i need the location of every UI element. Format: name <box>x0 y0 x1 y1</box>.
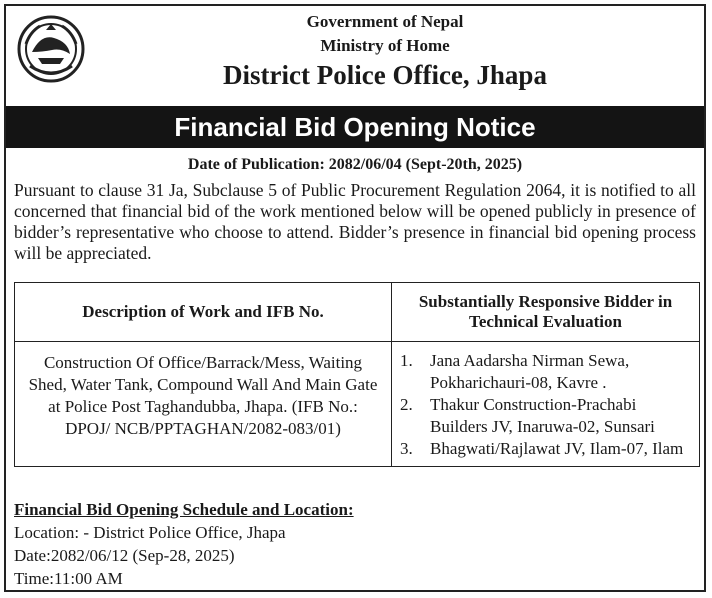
bidder-number: 1. <box>400 351 413 370</box>
work-description-header: Description of Work and IFB No. <box>15 283 392 342</box>
schedule-time: Time:11:00 AM <box>14 569 123 588</box>
list-item <box>400 438 691 460</box>
bid-notice <box>4 4 706 592</box>
table-row <box>15 342 700 467</box>
work-description: Construction Of Office/Barrack/Mess, Waiting Shed, Water Tank, Compound Wall And Main Gate at Police Post Taghandubba, Jhapa. (IFB No.: DPOJ/ NCB/PPTAGHAN/2082-083/01) <box>15 342 392 467</box>
responsive-bidder-header: Substantially Responsive Bidder in Technical Evaluation <box>392 283 700 342</box>
bid-table <box>14 282 700 467</box>
bidder-number: 3. <box>400 439 413 458</box>
bidder-name: Bhagwati/Rajlawat JV, Ilam-07, Ilam <box>430 439 684 458</box>
schedule-date: Date:2082/06/12 (Sep-28, 2025) <box>14 546 235 565</box>
ministry-line: Ministry of Home <box>320 36 450 55</box>
bidder-number: 2. <box>400 395 413 414</box>
government-line: Government of Nepal <box>306 12 464 31</box>
list-item <box>400 350 691 394</box>
schedule-title: Financial Bid Opening Schedule and Location: <box>14 500 354 519</box>
bidder-name: Thakur Construction-Prachabi Builders JV, Inaruwa-02, Sunsari <box>430 395 655 436</box>
notice-header <box>6 6 704 110</box>
list-item <box>400 394 691 438</box>
notice-title: Financial Bid Opening Notice <box>6 106 704 148</box>
table-header-row <box>15 283 700 342</box>
bidder-name: Jana Aadarsha Nirman Sewa, Pokharichauri-08, Kavre . <box>430 351 630 392</box>
bidder-list <box>392 342 700 467</box>
office-title: District Police Office, Jhapa <box>223 60 547 90</box>
notice-body: Pursuant to clause 31 Ja, Subclause 5 of Public Procurement Regulation 2064, it is notified to all concerned that financial bid of the work mentioned below will be opened publicly in presence of bidder’s representative who choose to attend. Bidder’s presence in financial bid opening process will be appreciated. <box>14 180 696 263</box>
schedule-section <box>14 498 354 590</box>
schedule-location: Location: - District Police Office, Jhapa <box>14 523 286 542</box>
publication-date: Date of Publication: 2082/06/04 (Sept-20th, 2025) <box>187 156 523 173</box>
